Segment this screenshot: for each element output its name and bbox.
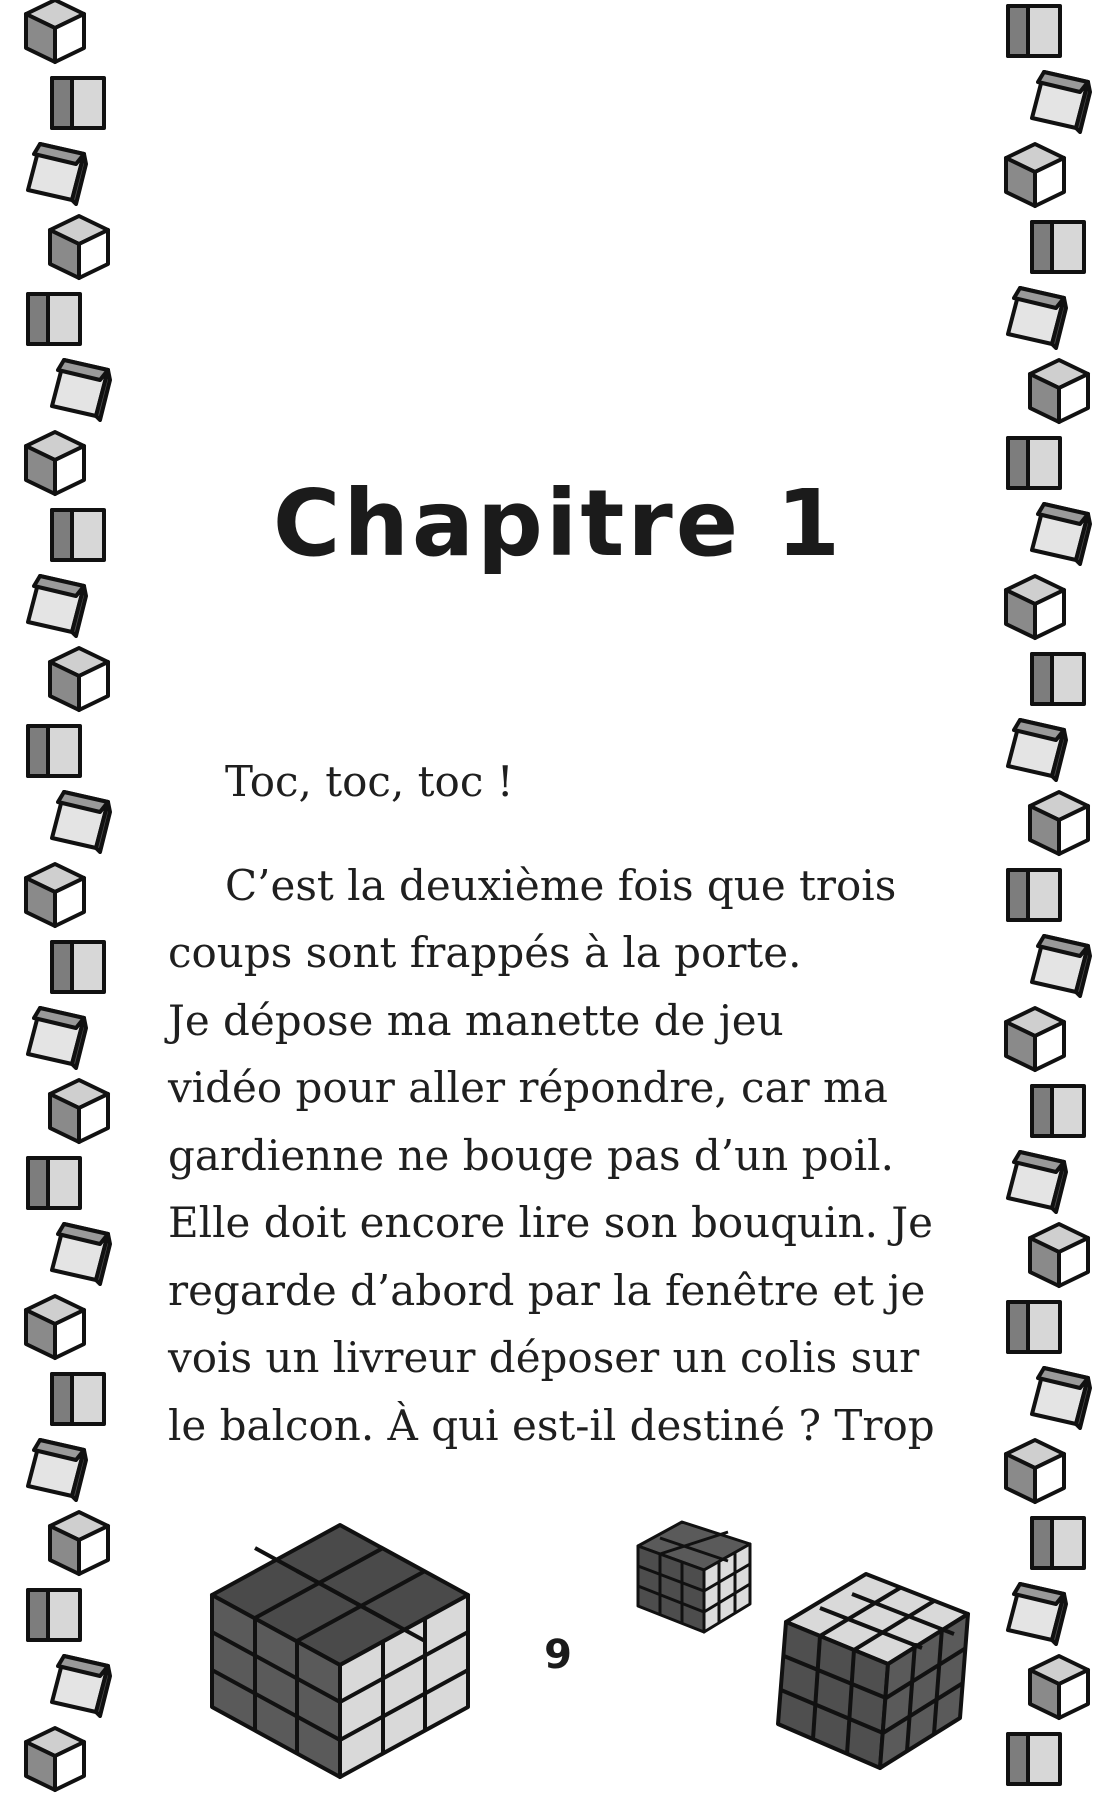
cube-icon [44, 1076, 114, 1146]
cube-icon [44, 356, 114, 426]
cube-icon [1024, 788, 1094, 858]
cube-icon [1000, 1148, 1070, 1218]
cube-icon [1000, 572, 1070, 642]
cube-icon [20, 572, 90, 642]
text-line: vidéo pour aller répondre, car ma [168, 1063, 888, 1112]
left-cube-border [20, 0, 140, 1780]
cube-icon [44, 1220, 114, 1290]
text-line: Elle doit encore lire son bouquin. Je [168, 1198, 933, 1247]
cube-icon [20, 284, 90, 354]
cube-icon [1000, 860, 1070, 930]
rubiks-cube-illustration-small [632, 1518, 756, 1636]
cube-icon [20, 140, 90, 210]
text-line: le balcon. À qui est-il destiné ? Trop [168, 1400, 935, 1450]
cube-icon [1024, 1508, 1094, 1578]
cube-icon [44, 212, 114, 282]
text-line: vois un livreur déposer un colis sur [168, 1333, 920, 1382]
cube-icon [1000, 140, 1070, 210]
cube-icon [1000, 1004, 1070, 1074]
cube-icon [1000, 0, 1070, 66]
text-line: C’est la deuxième fois que trois [225, 860, 897, 910]
cube-icon [44, 644, 114, 714]
cube-icon [20, 716, 90, 786]
cube-icon [1024, 644, 1094, 714]
cube-icon [44, 68, 114, 138]
cube-icon [1000, 1724, 1070, 1794]
text-line: Toc, toc, toc ! [225, 757, 514, 806]
cube-icon [1000, 716, 1070, 786]
text-line: Je dépose ma manette de jeu [168, 995, 784, 1045]
cube-icon [44, 1508, 114, 1578]
cube-icon [1000, 1436, 1070, 1506]
cube-icon [1024, 356, 1094, 426]
cube-icon [20, 1724, 90, 1794]
cube-icon [20, 1004, 90, 1074]
cube-icon [20, 1148, 90, 1218]
text-line: gardienne ne bouge pas d’un poil. [168, 1130, 894, 1180]
cube-icon [1000, 284, 1070, 354]
cube-icon [1024, 932, 1094, 1002]
cube-icon [1024, 212, 1094, 282]
cube-icon [1000, 1292, 1070, 1362]
cube-icon [1024, 68, 1094, 138]
body-text [168, 748, 1008, 1459]
text-line: coups sont frappés à la porte. [168, 928, 802, 977]
cube-icon [20, 0, 90, 66]
page-number: 9 [544, 1632, 572, 1678]
chapter-title: Chapitre 1 [272, 470, 844, 577]
right-cube-border [1000, 0, 1116, 1780]
cube-icon [1024, 1220, 1094, 1290]
cube-icon [44, 788, 114, 858]
cube-icon [44, 1364, 114, 1434]
cube-icon [44, 932, 114, 1002]
cube-icon [1024, 1076, 1094, 1146]
cube-icon [20, 860, 90, 930]
cube-icon [1024, 1364, 1094, 1434]
cube-icon [20, 1292, 90, 1362]
cube-icon [20, 1436, 90, 1506]
text-line: regarde d’abord par la fenêtre et je [168, 1265, 926, 1315]
